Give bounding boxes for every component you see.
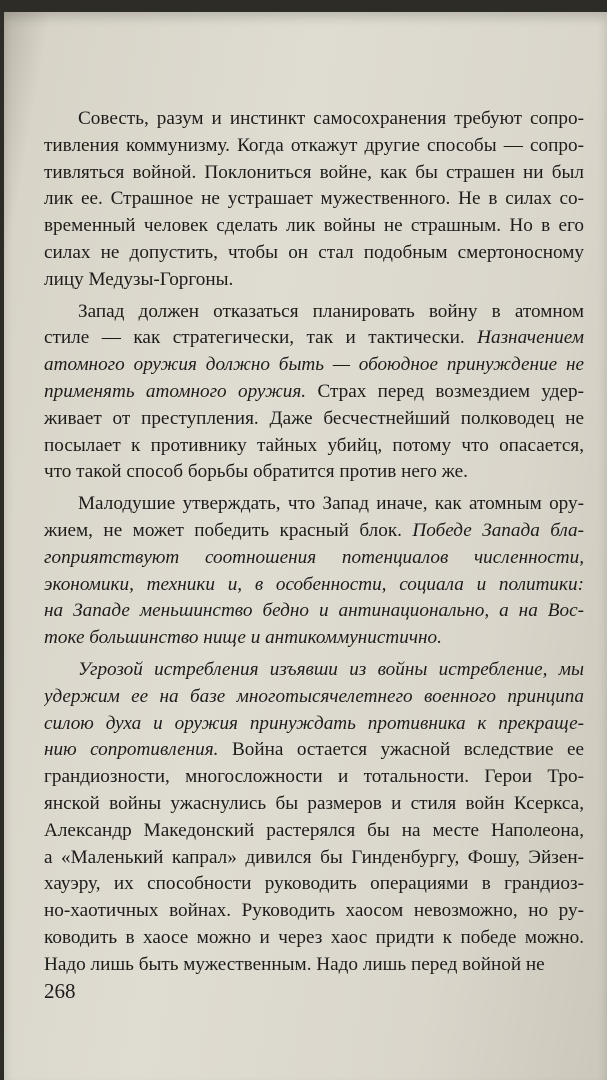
page-number: 268: [44, 979, 76, 1003]
paragraph: [44, 106, 584, 294]
text-line: [44, 818, 584, 845]
italic-text: силою духа и оружия принуждать противника к прекраще-: [44, 712, 584, 734]
text-segment: но-хаотичных войнах. Руководить хаосом невозможно, но ру-: [44, 900, 584, 922]
text-segment: лик ее. Страшное не устрашает мужественного. Не в силах со-: [44, 188, 584, 210]
text-line: [44, 545, 584, 572]
text-segment: грандиозности, многосложности и тотальности. Герои Тро-: [44, 766, 584, 788]
text-segment: ководить в хаосе можно и через хаос придти к победе можно.: [44, 926, 584, 948]
text-line: [44, 267, 584, 294]
text-line: [44, 711, 584, 738]
text-line: [44, 379, 584, 406]
text-segment: жием, не может победить красный блок.: [44, 519, 413, 541]
paragraph: [44, 491, 584, 652]
text-segment: временный человек сделать лик войны не страшным. Но в его: [44, 215, 584, 237]
italic-text: применять атомного оружия.: [44, 380, 307, 402]
text-line: [44, 737, 584, 764]
text-segment: тивляться войной. Поклониться войне, как бы страшен ни был: [44, 161, 584, 183]
text-line: [44, 925, 584, 952]
text-line: [44, 459, 584, 486]
italic-text: экономики, техники и, в особенности, социала и политики:: [44, 573, 584, 595]
text-line: [44, 657, 584, 684]
text-line: [44, 433, 584, 460]
paragraph: [44, 299, 584, 487]
italic-text: на Западе меньшинство бедно и антинационально, а на Вос-: [44, 600, 584, 622]
text-segment: что такой способ борьбы обратится против него же.: [44, 461, 468, 483]
text-segment: а «Маленький капрал» дивился бы Гинденбургу, Фошу, Эйзен-: [44, 846, 584, 868]
text-segment: Запад должен отказаться планировать войну в атомном: [78, 300, 584, 322]
text-segment: Война остается ужасной вследствие ее: [218, 739, 584, 761]
text-line: [44, 684, 584, 711]
text-line: [44, 299, 584, 326]
text-segment: стиле — как стратегически, так и тактически.: [44, 327, 478, 349]
italic-text: Победе Запада бла-: [412, 519, 584, 541]
text-line: [44, 325, 584, 352]
text-line: [44, 518, 584, 545]
text-line: [44, 133, 584, 160]
italic-text: Угрозой истребления изъявши из войны истребление, мы: [78, 658, 584, 680]
italic-text: нию сопротивления.: [44, 739, 219, 761]
text-segment: тивления коммунизму. Когда откажут другие способы — сопро-: [44, 134, 584, 156]
italic-text: удержим ее на базе многотысячелетнего военного принципа: [44, 685, 584, 707]
paragraph: [44, 657, 584, 979]
text-line: [44, 764, 584, 791]
text-segment: Надо лишь быть мужественным. Надо лишь перед войной не: [44, 953, 545, 975]
italic-text: гоприятствуют соотношения потенциалов численности,: [44, 546, 584, 568]
italic-text: токе большинство нище и антикоммунистично.: [44, 627, 442, 649]
text-line: [44, 406, 584, 433]
text-segment: посылает к противнику тайных убийц, потому что опасается,: [44, 434, 584, 456]
text-segment: Малодушие утверждать, что Запад иначе, как атомным ору-: [78, 493, 584, 515]
text-line: [44, 572, 584, 599]
text-line: [44, 213, 584, 240]
text-segment: хауэру, их способности руководить операциями в грандиоз-: [44, 873, 584, 895]
text-line: [44, 871, 584, 898]
text-segment: Александр Македонский растерялся бы на месте Наполеона,: [44, 819, 584, 841]
text-line: [44, 240, 584, 267]
text-segment: силах не допустить, чтобы он стал подобным смертоносному: [44, 241, 584, 263]
italic-text: Назначением: [477, 327, 584, 349]
text-segment: живает от преступления. Даже бесчестнейший полководец не: [44, 407, 584, 429]
text-line: [44, 952, 584, 979]
book-page: [4, 12, 607, 1080]
italic-text: атомного оружия должно быть — обоюдное принуждение не: [44, 354, 584, 376]
text-line: [44, 898, 584, 925]
text-line: [44, 598, 584, 625]
text-line: [44, 791, 584, 818]
text-line: [44, 491, 584, 518]
text-line: [44, 352, 584, 379]
text-line: [44, 625, 584, 652]
text-segment: Страх перед возмездием удер-: [306, 380, 584, 402]
text-line: [44, 106, 584, 133]
text-line: [44, 845, 584, 872]
page-text: [44, 106, 584, 984]
text-segment: лицу Медузы-Горгоны.: [44, 268, 234, 290]
text-line: [44, 186, 584, 213]
text-segment: Совесть, разум и инстинкт самосохранения требуют сопро-: [78, 108, 584, 129]
text-segment: янской войны ужаснулись бы размеров и стиля войн Ксеркса,: [44, 792, 584, 814]
text-line: [44, 160, 584, 187]
